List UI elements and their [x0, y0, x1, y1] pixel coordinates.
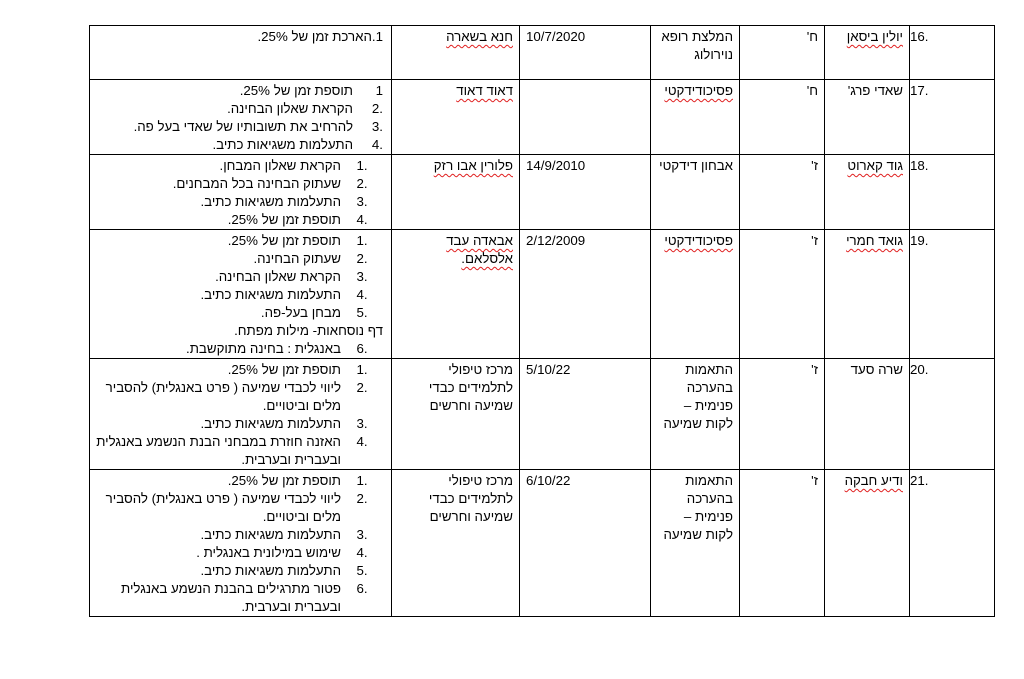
list-item-text: שעתוק הבחינה. [253, 251, 341, 266]
grade-text: ח' [806, 29, 818, 44]
list-item-number: 3. [356, 527, 368, 542]
diagnosis-date [520, 80, 651, 155]
list-item-text: תוספת זמן של 25%. [227, 473, 341, 488]
grade [740, 80, 825, 155]
diagnostician [392, 359, 520, 470]
accommodations-list [90, 359, 392, 470]
list-item-text: התעלמות משגיאות כתיב. [200, 416, 341, 431]
diagnosis-type-text: אבחון דידקטי [659, 158, 733, 173]
list-item-number: 5. [356, 563, 368, 578]
row-number-text: 21. [910, 473, 929, 488]
list-item [92, 379, 383, 415]
list-item-text: פטור מתרגילים בהבנת הנשמע באנגלית ובעברית ובערבית. [121, 581, 341, 614]
diagnostician-text: אבאדה עבד אלסלאם. [446, 233, 513, 266]
list-item-text: התעלמות משגיאות כתיב. [200, 527, 341, 542]
list-item-text: תוספת זמן של 25%. [227, 233, 341, 248]
table-row [90, 155, 995, 230]
accommodations-list [90, 26, 392, 80]
list-item-text: התעלמות משגיאות כתיב. [200, 194, 341, 209]
list-item [92, 232, 383, 250]
list-item [92, 544, 383, 562]
list-item-text: הקראת שאלון המבחן. [219, 158, 341, 173]
list-item [92, 361, 383, 379]
accommodations-list [90, 80, 392, 155]
list-item-text: הקראת שאלון הבחינה. [227, 101, 353, 116]
list-item [92, 490, 383, 526]
list-item [92, 193, 383, 211]
student-name [825, 26, 910, 80]
grade [740, 155, 825, 230]
diagnosis-type [651, 230, 740, 359]
list-item-text: שימוש במילונית באנגלית . [196, 545, 341, 560]
row-number-text: 20. [910, 362, 929, 377]
list-item [92, 136, 383, 154]
diagnosis-date-text: 6/10/22 [526, 473, 571, 488]
list-item-text: ליווי לכבדי שמיעה ( פרט באנגלית) להסביר מלים וביטויים. [105, 491, 341, 524]
list-item [92, 415, 383, 433]
list-item-text: מבחן בעל-פה. [260, 305, 341, 320]
table-row [90, 26, 995, 80]
list-item-text: שעתוק הבחינה בכל המבחנים. [172, 176, 341, 191]
grade [740, 26, 825, 80]
diagnosis-type-text: פסיכודידקטי [664, 233, 733, 248]
diagnostician-text: פלורין אבו רזק [433, 158, 513, 173]
student-name-text: ודיע חבקה [844, 473, 903, 488]
grade-text: ז' [811, 362, 818, 377]
accommodations-list [90, 155, 392, 230]
student-name-text: גואד חמרי [846, 233, 903, 248]
row-number-text: 17. [910, 83, 929, 98]
row-number [910, 155, 995, 230]
table-row [90, 470, 995, 617]
diagnostician [392, 155, 520, 230]
list-item-number: 6. [356, 581, 368, 596]
grade-text: ז' [811, 158, 818, 173]
diagnostician [392, 230, 520, 359]
list-item-number: 3. [371, 119, 383, 134]
list-item [92, 304, 383, 322]
list-item-number: 3. [356, 269, 368, 284]
student-name-text: יולין ביסאן [846, 29, 903, 44]
diagnosis-type [651, 155, 740, 230]
list-item-number: 2. [356, 491, 368, 506]
diagnosis-type-text: המלצת רופא נוירולוג [661, 29, 733, 62]
student-name [825, 359, 910, 470]
row-number [910, 470, 995, 617]
list-item-number: 4. [356, 545, 368, 560]
list-item-number: 4. [356, 287, 368, 302]
list-item [92, 175, 383, 193]
list-item [92, 211, 383, 229]
list-item-text: באנגלית : בחינה מתוקשבת. [186, 341, 341, 356]
list-item-text: התעלמות משגיאות כתיב. [200, 563, 341, 578]
list-item [92, 472, 383, 490]
list-item [92, 433, 383, 469]
row-number-text: 18. [910, 158, 929, 173]
diagnosis-date [520, 359, 651, 470]
row-number [910, 359, 995, 470]
list-item-number: 2. [371, 101, 383, 116]
list-item-number: 1. [356, 158, 368, 173]
diagnosis-type [651, 80, 740, 155]
list-item-number: 1. [356, 473, 368, 488]
list-item-number: 3. [356, 194, 368, 209]
list-item: דף נוסחאות- מילות מפתח. [234, 323, 383, 338]
grade [740, 470, 825, 617]
diagnostician-text: מרכז טיפולי לתלמידים כבדי שמיעה וחרשים [428, 473, 513, 524]
diagnosis-type [651, 26, 740, 80]
list-item-number: 1. [356, 362, 368, 377]
student-name [825, 80, 910, 155]
list-item-text: להרחיב את תשובותיו של שאדי בעל פה. [133, 119, 353, 134]
list-item-text: התעלמות משגיאות כתיב. [200, 287, 341, 302]
diagnosis-date [520, 230, 651, 359]
list-item [92, 100, 383, 118]
list-item-text: ליווי לכבדי שמיעה ( פרט באנגלית) להסביר מלים וביטויים. [105, 380, 341, 413]
list-item-number: 5. [356, 305, 368, 320]
list-item [92, 250, 383, 268]
list-item-number: 3. [356, 416, 368, 431]
list-item-text: הקראת שאלון הבחינה. [215, 269, 341, 284]
diagnostician [392, 80, 520, 155]
row-number [910, 230, 995, 359]
diagnosis-date-text: 5/10/22 [526, 362, 571, 377]
accommodations-list [90, 470, 392, 617]
list-item-text: תוספת זמן של 25%. [227, 212, 341, 227]
list-item-number: 2. [356, 176, 368, 191]
list-item-number: 4. [371, 137, 383, 152]
list-item-number: 1. [356, 233, 368, 248]
list-item-number: 1 [375, 83, 383, 98]
row-number-text: 16. [910, 29, 929, 44]
row-number [910, 26, 995, 80]
list-item [92, 340, 383, 358]
student-name [825, 230, 910, 359]
diagnostician [392, 26, 520, 80]
diagnosis-type [651, 470, 740, 617]
grade-text: ז' [811, 473, 818, 488]
list-item [92, 286, 383, 304]
diagnosis-date-text: 2/12/2009 [526, 233, 586, 248]
table-row [90, 80, 995, 155]
diagnosis-type-text: התאמות בהערכה פנימית – לקות שמיעה [663, 473, 733, 542]
list-item-text: תוספת זמן של 25%. [227, 362, 341, 377]
list-item [92, 118, 383, 136]
student-name-text: גוד קארוט [847, 158, 903, 173]
diagnosis-date-text: 14/9/2010 [526, 158, 586, 173]
accommodations-table [89, 25, 995, 617]
student-name [825, 470, 910, 617]
list-item-text: תוספת זמן של 25%. [239, 83, 353, 98]
table-row [90, 230, 995, 359]
diagnosis-date-text: 10/7/2020 [526, 29, 586, 44]
student-name-text: שרה סעד [850, 362, 903, 377]
student-name [825, 155, 910, 230]
row-number-text: 19. [910, 233, 929, 248]
diagnostician-text: מרכז טיפולי לתלמידים כבדי שמיעה וחרשים [428, 362, 513, 413]
grade [740, 230, 825, 359]
accommodations-list [90, 230, 392, 359]
diagnostician-text: חנא בשארה [446, 29, 513, 44]
diagnosis-type-text: פסיכודידקטי [664, 83, 733, 98]
diagnosis-date [520, 470, 651, 617]
list-item [92, 82, 383, 100]
grade-text: ח' [806, 83, 818, 98]
row-number [910, 80, 995, 155]
list-item [92, 562, 383, 580]
diagnostician [392, 470, 520, 617]
grade-text: ז' [811, 233, 818, 248]
table-row [90, 359, 995, 470]
list-item: 1.הארכת זמן של 25%. [257, 29, 383, 44]
student-name-text: שאדי פרג' [847, 83, 903, 98]
list-item-number: 4. [356, 212, 368, 227]
diagnosis-date [520, 155, 651, 230]
diagnosis-type [651, 359, 740, 470]
list-item-text: התעלמות משגיאות כתיב. [212, 137, 353, 152]
diagnosis-type-text: התאמות בהערכה פנימית – לקות שמיעה [663, 362, 733, 431]
diagnostician-text: דאוד דאוד [456, 83, 513, 98]
list-item-number: 4. [356, 434, 368, 449]
list-item [92, 526, 383, 544]
list-item-number: 2. [356, 251, 368, 266]
list-item-text: האזנה חוזרת במבחני הבנת הנשמע באנגלית ובעברית ובערבית. [96, 434, 341, 467]
list-item [92, 268, 383, 286]
list-item-number: 2. [356, 380, 368, 395]
list-item [92, 157, 383, 175]
list-item-number: 6. [356, 341, 368, 356]
list-item [92, 580, 383, 616]
diagnosis-date [520, 26, 651, 80]
table-body [90, 26, 995, 617]
grade [740, 359, 825, 470]
